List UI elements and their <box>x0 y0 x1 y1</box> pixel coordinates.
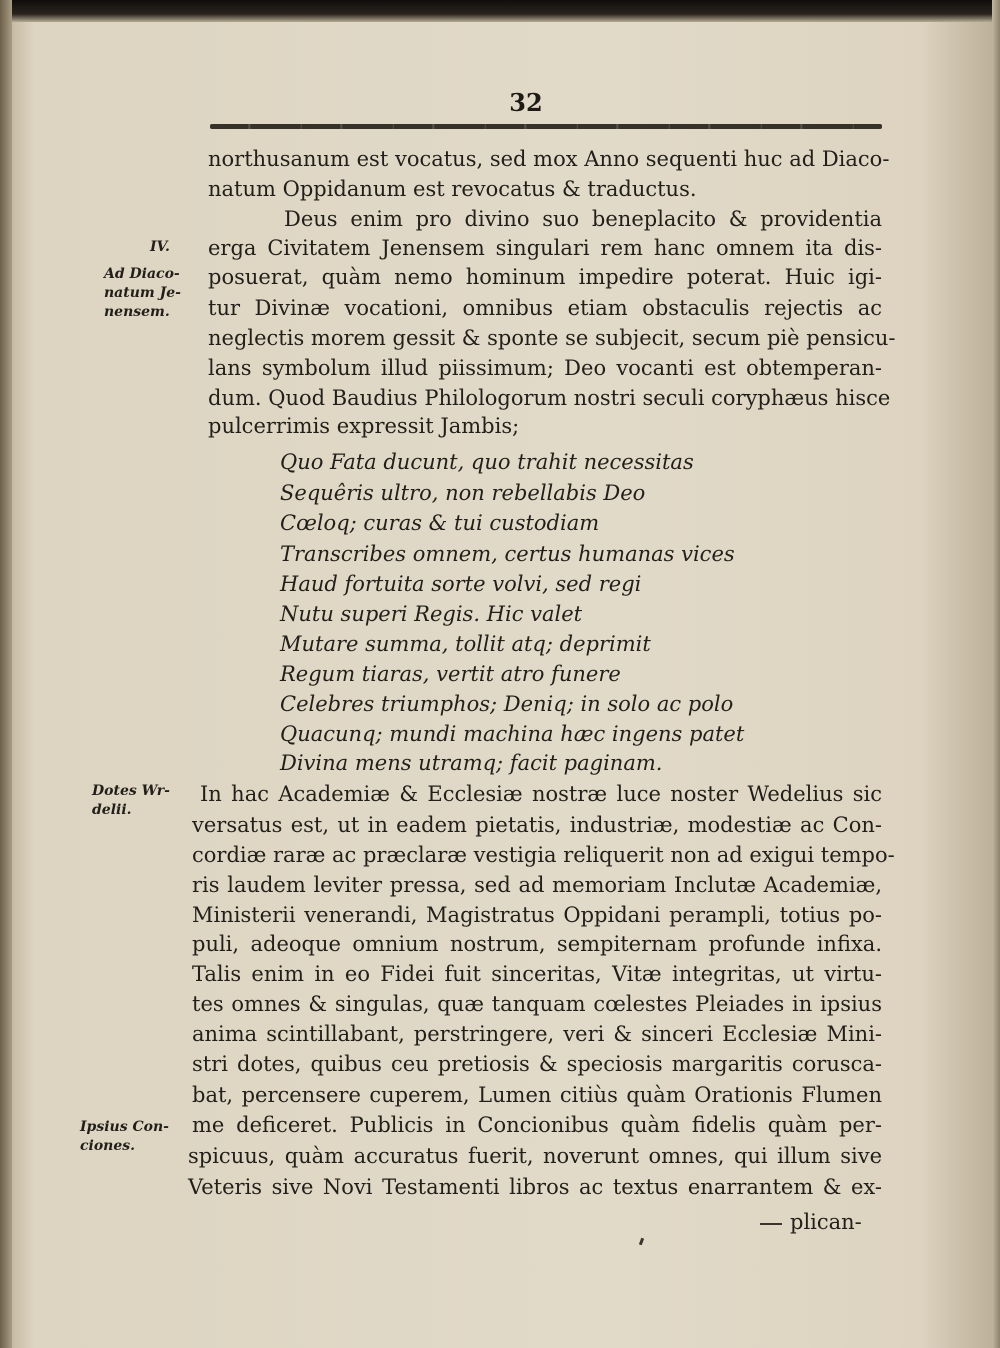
body-line: Talis enim in eo Fidei fuit sinceritas, Vitæ integritas, ut virtu- <box>192 962 882 986</box>
margin-note-dotes <box>92 782 170 820</box>
margin-note-line: Ipsius Con- <box>80 1119 169 1135</box>
verse-line: Divina mens utramq; facit paginam. <box>280 751 663 775</box>
margin-note-ad-diaconatum <box>104 265 181 322</box>
verse-line: Cœloq; curas & tui custodiam <box>280 511 600 535</box>
body-line: Ministerii venerandi, Magistratus Oppidani perampli, totius po- <box>192 903 882 927</box>
body-line: tes omnes & singulas, quæ tanquam cœlestes Pleiades in ipsius <box>192 992 882 1016</box>
binding-edge <box>0 0 12 1348</box>
margin-note-line: ciones. <box>80 1138 136 1154</box>
verse-line: Haud fortuita sorte volvi, sed regi <box>280 572 642 596</box>
body-line: me deficeret. Publicis in Concionibus quàm fidelis quàm per- <box>192 1113 882 1137</box>
body-line: bat, percensere cuperem, Lumen citiùs quàm Orationis Flumen <box>192 1083 882 1107</box>
margin-note-line: IV. <box>150 239 170 255</box>
body-line: dum. Quod Baudius Philologorum nostri seculi coryphæus hisce <box>208 386 891 410</box>
margin-note-line: delii. <box>92 802 132 818</box>
verse-line: Celebres triumphos; Deniq; in solo ac polo <box>280 692 734 716</box>
body-line: anima scintillabant, perstringere, veri & sinceri Ecclesiæ Mini- <box>192 1022 882 1046</box>
body-line: tur Divinæ vocationi, omnibus etiam obstaculis rejectis ac <box>208 296 882 320</box>
verse-line: Quo Fata ducunt, quo trahit necessitas <box>280 450 694 474</box>
verse-line: Regum tiaras, vertit atro funere <box>280 662 621 686</box>
verse-line: Mutare summa, tollit atq; deprimit <box>280 632 651 656</box>
body-line: ris laudem leviter pressa, sed ad memoriam Inclutæ Academiæ, <box>192 873 882 897</box>
body-line: cordiæ raræ ac præclaræ vestigia reliquerit non ad exigui tempo- <box>192 843 895 867</box>
body-line: spicuus, quàm accuratus fuerit, noverunt omnes, qui illum sive <box>188 1144 882 1168</box>
verse-line: Nutu superi Regis. Hic valet <box>280 602 583 626</box>
margin-note-line: nensem. <box>104 304 170 320</box>
body-line: In hac Academiæ & Ecclesiæ nostræ luce noster Wedelius sic <box>200 782 882 806</box>
ink-mark <box>639 1238 644 1246</box>
verse-line: Transcribes omnem, certus humanas vices <box>280 542 735 566</box>
verse-line: Quacunq; mundi machina hæc ingens patet <box>280 722 745 746</box>
margin-note-line: natum Je- <box>104 285 181 301</box>
body-line: neglectis morem gessit & sponte se subjecit, secum piè pensicu- <box>208 326 896 350</box>
body-line: pulcerrimis expressit Jambis; <box>208 414 520 438</box>
body-line: versatus est, ut in eadem pietatis, industriæ, modestiæ ac Con- <box>192 813 882 837</box>
body-line: erga Civitatem Jenensem singulari rem hanc omnem ita dis- <box>208 236 882 260</box>
catchword: plican- <box>790 1210 862 1234</box>
body-line: stri dotes, quibus ceu pretiosis & speciosis margaritis corusca- <box>192 1052 882 1076</box>
body-line: natum Oppidanum est revocatus & traductus. <box>208 177 697 201</box>
body-line: puli, adeoque omnium nostrum, sempiternam profunde infixa. <box>192 932 882 956</box>
margin-note-line: Ad Diaco- <box>104 266 180 282</box>
body-line: posuerat, quàm nemo hominum impedire poterat. Huic igi- <box>208 265 882 289</box>
verse-line: Sequêris ultro, non rebellabis Deo <box>280 481 646 505</box>
body-line: northusanum est vocatus, sed mox Anno sequenti huc ad Diaco- <box>208 147 890 171</box>
page-right-edge <box>992 0 1000 1348</box>
body-line: Deus enim pro divino suo beneplacito & providentia <box>284 207 882 231</box>
body-line: lans symbolum illud piissimum; Deo vocanti est obtemperan- <box>208 356 882 380</box>
catchword-dash <box>760 1223 782 1225</box>
page-number: 32 <box>509 88 543 117</box>
scan-top-edge <box>0 0 1000 22</box>
margin-note-line: Dotes Wr- <box>92 783 170 799</box>
margin-note-conciones <box>80 1118 169 1156</box>
margin-note-iv <box>150 238 170 257</box>
body-line: Veteris sive Novi Testamenti libros ac textus enarrantem & ex- <box>188 1175 882 1199</box>
header-rule <box>210 124 882 129</box>
